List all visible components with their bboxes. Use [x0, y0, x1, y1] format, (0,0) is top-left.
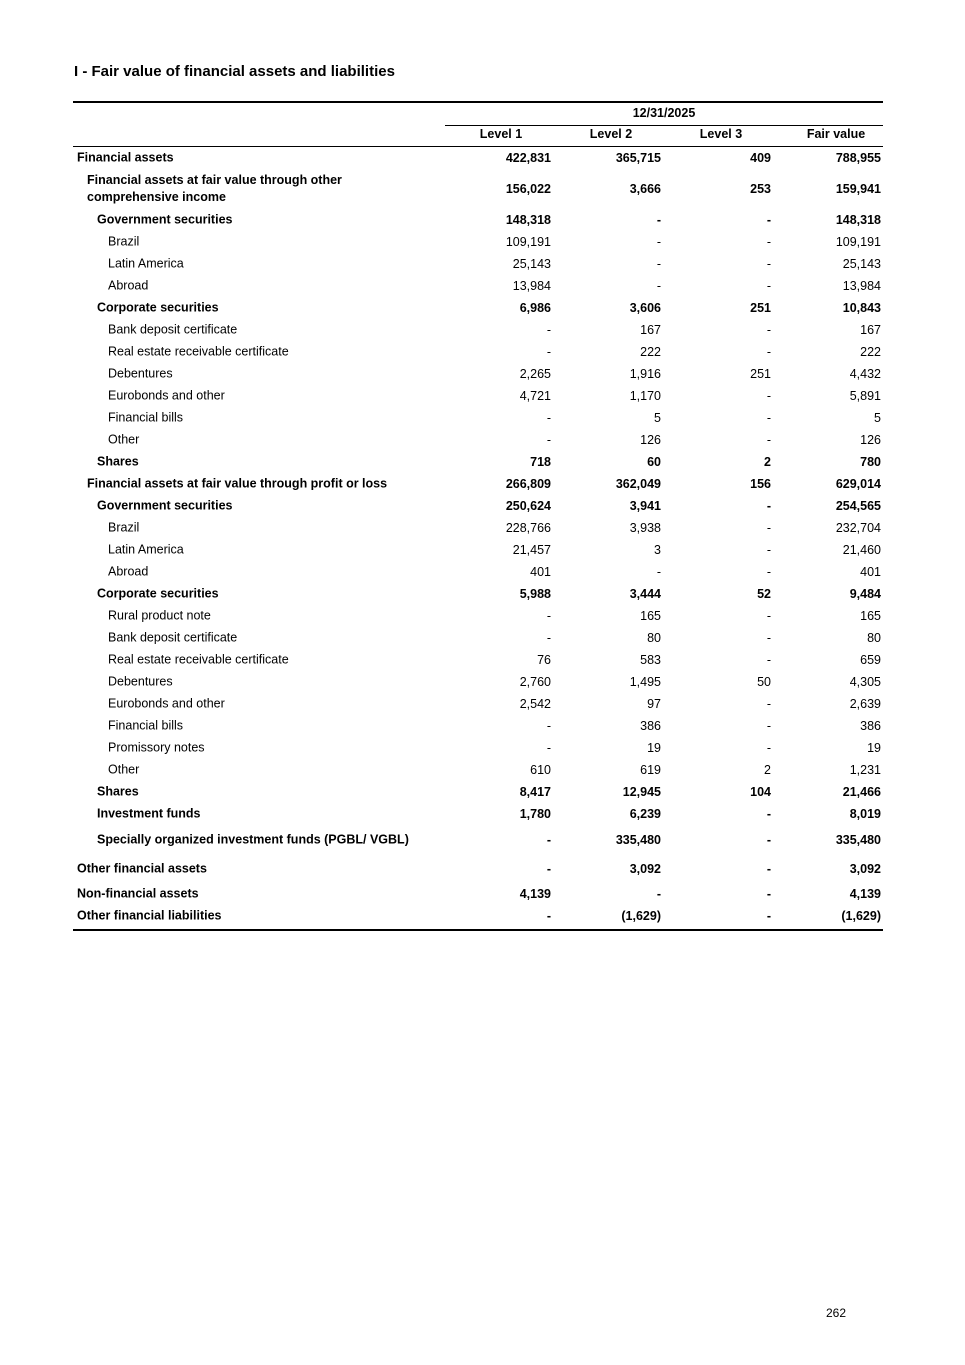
level-2-value: -	[656, 279, 661, 293]
fair-value-value: 2,639	[849, 697, 881, 711]
level-1-value: 6,986	[519, 301, 551, 315]
row-label: Brazil	[108, 234, 140, 249]
fair-value-value: 335,480	[835, 833, 881, 847]
level-2-value: 583	[640, 653, 661, 667]
fair-value-value: 780	[860, 455, 881, 469]
page-number: 262	[826, 1306, 847, 1320]
level-1-value: -	[546, 345, 551, 359]
row-label: Shares	[97, 454, 139, 469]
fair-value-value: 148,318	[835, 213, 881, 227]
table-row	[73, 671, 883, 693]
fair-value-value: 167	[860, 323, 881, 337]
row-label: Brazil	[108, 520, 140, 535]
fair-value-value: 4,139	[849, 887, 881, 901]
row-label: Latin America	[108, 256, 184, 271]
level-1-value: 401	[530, 565, 551, 579]
level-1-value: 422,831	[505, 151, 551, 165]
table-row	[73, 363, 883, 385]
level-1-value: -	[546, 741, 551, 755]
level-2-value: 12,945	[622, 785, 661, 799]
fair-value-value: 3,092	[849, 862, 881, 876]
level-3-value: -	[766, 279, 771, 293]
level-2-value: 386	[640, 719, 661, 733]
fair-value-value: 9,484	[849, 587, 881, 601]
table-row	[73, 583, 883, 605]
fair-value-value: 232,704	[835, 521, 881, 535]
level-1-value: 610	[530, 763, 551, 777]
level-2-value: 3,606	[629, 301, 661, 315]
level-2-value: -	[656, 213, 661, 227]
level-3-value: -	[766, 411, 771, 425]
table-row	[73, 517, 883, 539]
level-1-value: 266,809	[505, 477, 551, 491]
level-2-value: 3,444	[629, 587, 661, 601]
table-row	[73, 561, 883, 583]
fair-value-value: 4,432	[849, 367, 881, 381]
level-2-value: (1,629)	[621, 909, 661, 923]
row-label: Bank deposit certificate	[108, 630, 238, 645]
level-1-value: 2,265	[519, 367, 551, 381]
level-3-value: -	[766, 631, 771, 645]
level-1-value: 4,139	[519, 887, 551, 901]
fair-value-value: 222	[860, 345, 881, 359]
header-level-2: Level 2	[589, 127, 633, 141]
header-level-1: Level 1	[479, 127, 523, 141]
level-2-value: -	[656, 257, 661, 271]
level-2-value: 1,916	[629, 367, 661, 381]
level-1-value: 109,191	[505, 235, 551, 249]
level-3-value: -	[766, 719, 771, 733]
table-row	[73, 341, 883, 363]
level-3-value: 50	[757, 675, 771, 689]
table-row	[73, 737, 883, 759]
table-row	[73, 407, 883, 429]
row-label: Debentures	[108, 366, 173, 381]
level-2-value: 165	[640, 609, 661, 623]
level-2-value: 362,049	[615, 477, 661, 491]
level-2-value: 126	[640, 433, 661, 447]
level-3-value: -	[766, 833, 771, 847]
table-row	[73, 649, 883, 671]
header-level-3: Level 3	[699, 127, 743, 141]
fair-value-value: 126	[860, 433, 881, 447]
level-1-value: 228,766	[505, 521, 551, 535]
level-3-value: 253	[750, 182, 771, 196]
level-2-value: 5	[654, 411, 661, 425]
row-label: Government securities	[97, 498, 233, 513]
level-3-value: 2	[764, 763, 771, 777]
level-2-value: 365,715	[615, 151, 661, 165]
row-label: Debentures	[108, 674, 173, 689]
row-label: Financial assets	[77, 150, 174, 165]
row-label: Financial bills	[108, 410, 184, 425]
table-row	[73, 473, 883, 495]
fair-value-value: 788,955	[835, 151, 881, 165]
level-3-value: -	[766, 345, 771, 359]
row-label: Promissory notes	[108, 740, 205, 755]
row-label: Other financial assets	[77, 861, 207, 876]
fair-value-value: 25,143	[842, 257, 881, 271]
level-3-value: -	[766, 389, 771, 403]
table-row	[73, 297, 883, 319]
level-1-value: 4,721	[519, 389, 551, 403]
fair-value-value: 80	[867, 631, 881, 645]
level-3-value: -	[766, 543, 771, 557]
level-2-value: 1,170	[629, 389, 661, 403]
table-row	[73, 253, 883, 275]
row-label: Real estate receivable certificate	[108, 652, 289, 667]
level-3-value: 251	[750, 301, 771, 315]
level-3-value: -	[766, 521, 771, 535]
level-1-value: 2,760	[519, 675, 551, 689]
level-3-value: -	[766, 499, 771, 513]
level-2-value: 3,666	[629, 182, 661, 196]
level-1-value: -	[546, 909, 551, 923]
level-2-value: 3,941	[629, 499, 661, 513]
level-3-value: -	[766, 609, 771, 623]
level-3-value: 156	[750, 477, 771, 491]
level-3-value: 52	[757, 587, 771, 601]
level-1-value: 2,542	[519, 697, 551, 711]
level-3-value: -	[766, 565, 771, 579]
fair-value-value: 629,014	[835, 477, 881, 491]
table-row	[73, 385, 883, 407]
row-label: Corporate securities	[97, 586, 219, 601]
level-2-value: -	[656, 235, 661, 249]
fair-value-value: 5,891	[849, 389, 881, 403]
level-3-value: 104	[750, 785, 771, 799]
row-label: Government securities	[97, 212, 233, 227]
level-2-value: 335,480	[615, 833, 661, 847]
fair-value-value: 8,019	[849, 807, 881, 821]
level-2-value: 6,239	[629, 807, 661, 821]
table-row	[73, 231, 883, 253]
table-row	[73, 803, 883, 825]
level-3-value: -	[766, 433, 771, 447]
level-1-value: 13,984	[512, 279, 551, 293]
fair-value-value: 165	[860, 609, 881, 623]
table-row	[73, 905, 883, 927]
level-1-value: -	[546, 609, 551, 623]
fair-value-value: 254,565	[835, 499, 881, 513]
row-label: Financial bills	[108, 718, 184, 733]
level-1-value: 8,417	[519, 785, 551, 799]
table-row	[73, 495, 883, 517]
fair-value-value: 10,843	[842, 301, 881, 315]
level-2-value: 97	[647, 697, 661, 711]
row-label: Investment funds	[97, 806, 201, 821]
level-3-value: 251	[750, 367, 771, 381]
table-body	[73, 147, 883, 927]
table-row	[73, 209, 883, 231]
level-3-value: -	[766, 235, 771, 249]
table-row	[73, 759, 883, 781]
row-label: Rural product note	[108, 608, 211, 623]
level-3-value: -	[766, 862, 771, 876]
fair-value-value: 1,231	[849, 763, 881, 777]
table-row	[73, 319, 883, 341]
header-columns	[73, 127, 883, 147]
table-row	[73, 883, 883, 905]
level-2-value: 619	[640, 763, 661, 777]
table-bottom-rule	[73, 929, 883, 931]
level-1-value: -	[546, 631, 551, 645]
fair-value-value: (1,629)	[841, 909, 881, 923]
table-top-rule	[73, 101, 883, 103]
table-row	[73, 169, 883, 209]
level-3-value: -	[766, 257, 771, 271]
table-row	[73, 627, 883, 649]
header-date: 12/31/2025	[632, 106, 696, 120]
level-3-value: 409	[750, 151, 771, 165]
fair-value-value: 109,191	[835, 235, 881, 249]
level-1-value: -	[546, 433, 551, 447]
level-3-value: -	[766, 887, 771, 901]
level-1-value: 250,624	[505, 499, 551, 513]
row-label: Financial assets at fair value through profit or loss	[87, 476, 388, 491]
fair-value-value: 19	[867, 741, 881, 755]
fair-value-value: 659	[860, 653, 881, 667]
row-label: Latin America	[108, 542, 184, 557]
row-label: Financial assets at fair value through other comprehensive income	[87, 173, 342, 204]
level-1-value: 5,988	[519, 587, 551, 601]
row-label: Other	[108, 762, 140, 777]
table-row	[73, 275, 883, 297]
level-1-value: 156,022	[505, 182, 551, 196]
table-row	[73, 429, 883, 451]
level-2-value: 1,495	[629, 675, 661, 689]
level-2-value: 167	[640, 323, 661, 337]
fair-value-value: 21,460	[842, 543, 881, 557]
row-label: Abroad	[108, 564, 149, 579]
table-row	[73, 855, 883, 883]
level-2-value: 3,092	[629, 862, 661, 876]
level-2-value: 80	[647, 631, 661, 645]
table-row	[73, 825, 883, 855]
fair-value-value: 21,466	[842, 785, 881, 799]
level-1-value: 21,457	[512, 543, 551, 557]
level-1-value: 76	[537, 653, 551, 667]
level-1-value: -	[546, 719, 551, 733]
level-2-value: 19	[647, 741, 661, 755]
fair-value-value: 159,941	[835, 182, 881, 196]
level-1-value: 148,318	[505, 213, 551, 227]
row-label: Bank deposit certificate	[108, 322, 238, 337]
level-2-value: -	[656, 887, 661, 901]
header-fair-value: Fair value	[806, 127, 866, 141]
row-label: Specially organized investment funds (PGBL/ VGBL)	[97, 832, 409, 847]
level-1-value: -	[546, 323, 551, 337]
fair-value-value: 5	[874, 411, 881, 425]
table-row	[73, 539, 883, 561]
level-3-value: -	[766, 697, 771, 711]
row-label: Eurobonds and other	[108, 388, 225, 403]
level-2-value: 222	[640, 345, 661, 359]
table-row	[73, 693, 883, 715]
level-1-value: 1,780	[519, 807, 551, 821]
row-label: Shares	[97, 784, 139, 799]
table-row	[73, 605, 883, 627]
table-row	[73, 147, 883, 169]
row-label: Eurobonds and other	[108, 696, 225, 711]
row-label: Abroad	[108, 278, 149, 293]
level-2-value: 60	[647, 455, 661, 469]
fair-value-value: 401	[860, 565, 881, 579]
level-3-value: 2	[764, 455, 771, 469]
level-2-value: 3	[654, 543, 661, 557]
row-label: Corporate securities	[97, 300, 219, 315]
level-1-value: -	[546, 411, 551, 425]
level-3-value: -	[766, 323, 771, 337]
level-3-value: -	[766, 213, 771, 227]
level-1-value: 25,143	[512, 257, 551, 271]
fair-value-value: 13,984	[842, 279, 881, 293]
level-1-value: -	[546, 833, 551, 847]
fair-value-value: 386	[860, 719, 881, 733]
table-row	[73, 451, 883, 473]
level-3-value: -	[766, 741, 771, 755]
row-label: Real estate receivable certificate	[108, 344, 289, 359]
row-label: Non-financial assets	[77, 886, 199, 901]
level-3-value: -	[766, 653, 771, 667]
level-1-value: -	[546, 862, 551, 876]
table-row	[73, 781, 883, 803]
row-label: Other financial liabilities	[77, 908, 222, 923]
page-title: I - Fair value of financial assets and liabilities	[74, 63, 395, 80]
level-3-value: -	[766, 807, 771, 821]
level-3-value: -	[766, 909, 771, 923]
level-2-value: 3,938	[629, 521, 661, 535]
level-2-value: -	[656, 565, 661, 579]
table-row	[73, 715, 883, 737]
header-date-rule	[445, 125, 883, 126]
row-label: Other	[108, 432, 140, 447]
fair-value-value: 4,305	[849, 675, 881, 689]
level-1-value: 718	[530, 455, 551, 469]
